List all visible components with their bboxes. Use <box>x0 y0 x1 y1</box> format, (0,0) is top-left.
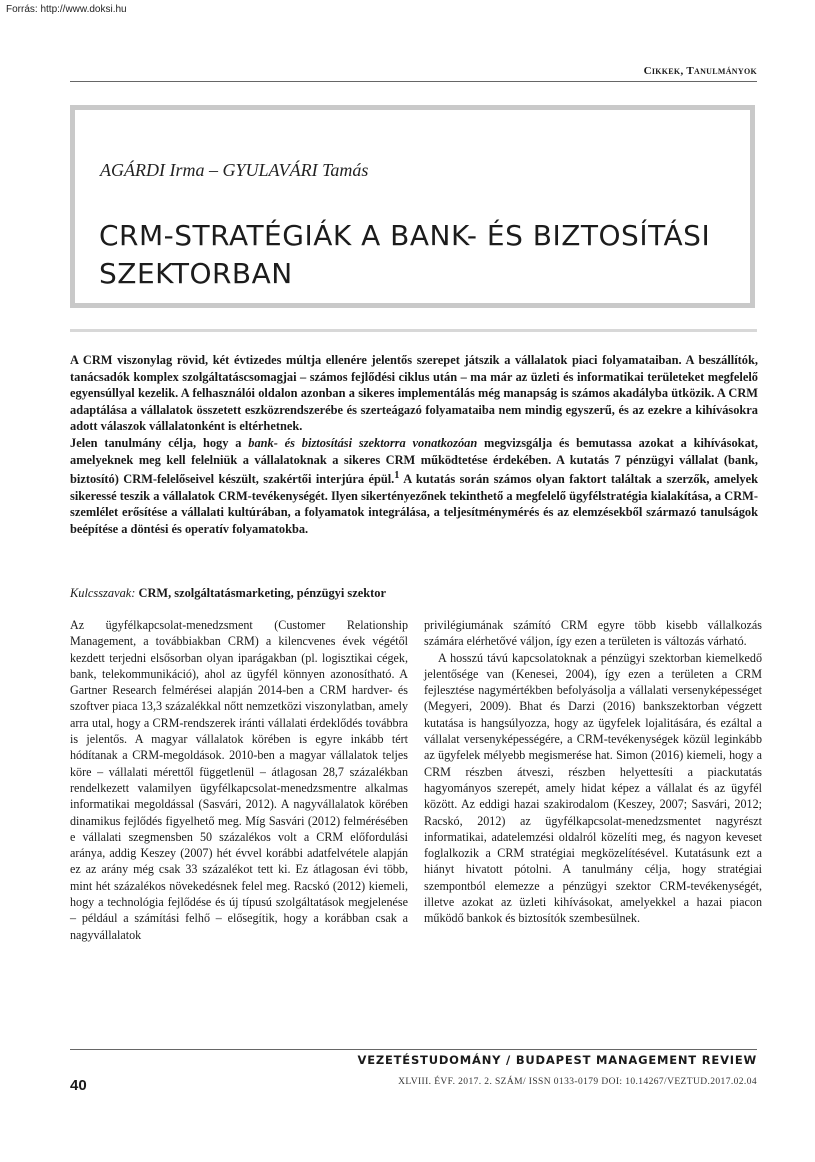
authors: AGÁRDI Irma – GYULAVÁRI Tamás <box>100 160 369 180</box>
abstract-paragraph-1: A CRM viszonylag rövid, két évtizedes múltja ellenére jelentős szerepet játszik a vállalatok piaci folyamataiban. A beszállítók, tanácsadók komplex szolgáltatáscsomagjai – számos fejlődési ciklus után – ma már az üzleti és informatikai területeket megfelelő egyensúllyal kezelik. A felhasználói oldalon azonban a sikeres implementálás még manapság is számos akadályba ütközik. A CRM adaptálása a vállalatok összetett eszközrendszerébe és szerteágazó folyamataiba nem mindig egyszerű, és az ezekre a kihívásokra adott válaszok vállalatonként is eltérhetnek. <box>70 353 758 434</box>
keywords <box>70 586 386 601</box>
article-title: CRM-STRATÉGIÁK A BANK- ÉS BIZTOSÍTÁSI SZEKTORBAN <box>99 218 711 290</box>
header-rule <box>70 81 757 82</box>
title-box <box>70 105 755 308</box>
keywords-label: Kulcsszavak: <box>70 586 136 600</box>
footnote-ref[interactable]: 1 <box>394 470 400 482</box>
body-column-left <box>70 617 408 943</box>
body-paragraph: privilégiumának számító CRM egyre több kisebb vállalkozás számára elérhetővé váljon, így ezen a területen is változás várható. <box>424 618 762 649</box>
body-paragraph: Az ügyfélkapcsolat-menedzsment (Customer Relationship Management, a továbbiakban CRM) a kilencvenes évek végétől kezdett terjedni elsősorban olyan iparágakban (pl. logisztikai cégek, bank, telekommunikáció), ahol az ügyfél könnyen azonosítható. A Gartner Research felmérései alapján 2014-ben a CRM hardver- és szoftver piaca 13,3 százalékkal nőtt nemzetközi viszonylatban, amely arra utal, hogy a CRM-rendszerek iránti vállalati érdeklődés továbbra is jelentős. A magyar vállalatok körében is egyre inkább tért hódítanak a CRM-megoldások. 2010-ben a magyar vállalatok teljes köre – vállalati mérettől függetlenül – átlagosan 28,7 százalékban rendelkezett valamilyen ügyfélkapcsolat-menedzsmentre alkalmas informatikai megoldással (Sasvári, 2012). A nagyvállalatok körében dinamikus fejlődés figyelhető meg. Míg Sasvári (2012) felmérésében e vállalati szegmensben 50 százalékos volt a CRM előfordulási aránya, addig Keszey (2007) hét évvel korábbi adatfelvétele alapján ez az arány még csak 33 százalékot tett ki. Ez átlagosan évi több, mint hét százalékos növekedésnek felel meg. Racskó (2012) kiemeli, hogy a technológia fejlődése és új típusú szolgáltatások megjelenése – például a számítási felhő – elősegítik, hogy a korábban csak a nagyvállalatok <box>70 618 408 942</box>
page-number: 40 <box>70 1077 87 1094</box>
title-divider <box>70 329 757 332</box>
abstract-text: A kutatás során számos olyan faktort találtak a szerzők, amelyek sikeressé teszik a vállalatok CRM-tevékenységét. Ilyen sikertényezőnek tekinthető a megfelelő ügyfélstratégia kialakítása, a CRM-szemlélet erősítése a vállalati kultúrában, a folyamatok integrálása, a teljesítménymérés és az elemzésekből származó tanulságok beépítése a döntési és operatív folyamatokba. <box>70 472 758 537</box>
abstract <box>70 352 758 538</box>
footer-rule <box>70 1049 757 1050</box>
journal-name: VEZETÉSTUDOMÁNY / BUDAPEST MANAGEMENT REVIEW <box>357 1053 757 1067</box>
abstract-text: megvizsgálja és bemutassa azokat a kihívásokat, amelyeknek meg kell felelniük a vállalatoknak a sikeres CRM működtetése érdekében. A kutatás 7 pénzügyi vállalat (bank, biztosító) CRM-felelőseivel készült, szakértői interjúra épül. <box>70 435 758 487</box>
body-column-right <box>424 617 762 927</box>
section-label: Cikkek, Tanulmányok <box>643 65 757 77</box>
abstract-text: Jelen tanulmány célja, hogy a <box>70 435 249 450</box>
source-url: Forrás: http://www.doksi.hu <box>6 4 127 15</box>
keywords-text: CRM, szolgáltatásmarketing, pénzügyi szektor <box>138 586 386 600</box>
issue-info: XLVIII. ÉVF. 2017. 2. SZÁM/ ISSN 0133-0179 DOI: 10.14267/VEZTUD.2017.02.04 <box>398 1077 757 1087</box>
abstract-paragraph-2 <box>70 435 758 538</box>
body-paragraph: A hosszú távú kapcsolatoknak a pénzügyi szektorban kiemelkedő jelentősége van (Kenesei, 2004), így ezen a területen a CRM fejlesztése nagymértékben befolyásolja a vállalati versenyképességet (Megyeri, 2009). Bhat és Darzi (2016) bankszektorban végzett kutatása is hangsúlyozza, hogy az ügyfelek lojalitására, és ezáltal a vállalat versenyképességére, a CRM-tevékenységek közül leginkább az ügyfelek mélyebb megismerése hat. Simon (2016) kiemeli, hogy a CRM részben átveszi, részben helyettesíti a piackutatás hagyományos szerepét, amely hidat képez a vállalat és az ügyfél között. Az eddigi hazai szakirodalom (Keszey, 2007; Sasvári, 2012; Racskó, 2012) az ügyfélkapcsolat-menedzsmentet nagyrészt informatikai, adatelemzési oldalról közelíti meg, és nagyon keveset foglalkozik a CRM stratégiai megközelítésével. Kutatásunk ezt a hiányt hivatott pótolni. A tanulmány célja, hogy stratégiai szempontból elemezze a pénzügyi szektor CRM-tevékenységét, illetve azokat az üzleti kihívásokat, amelyekkel a hazai piacon működő bankok és biztosítók szembesülnek. <box>424 650 762 926</box>
abstract-emphasis: bank- és biztosítási szektorra vonatkozóan <box>248 435 478 450</box>
